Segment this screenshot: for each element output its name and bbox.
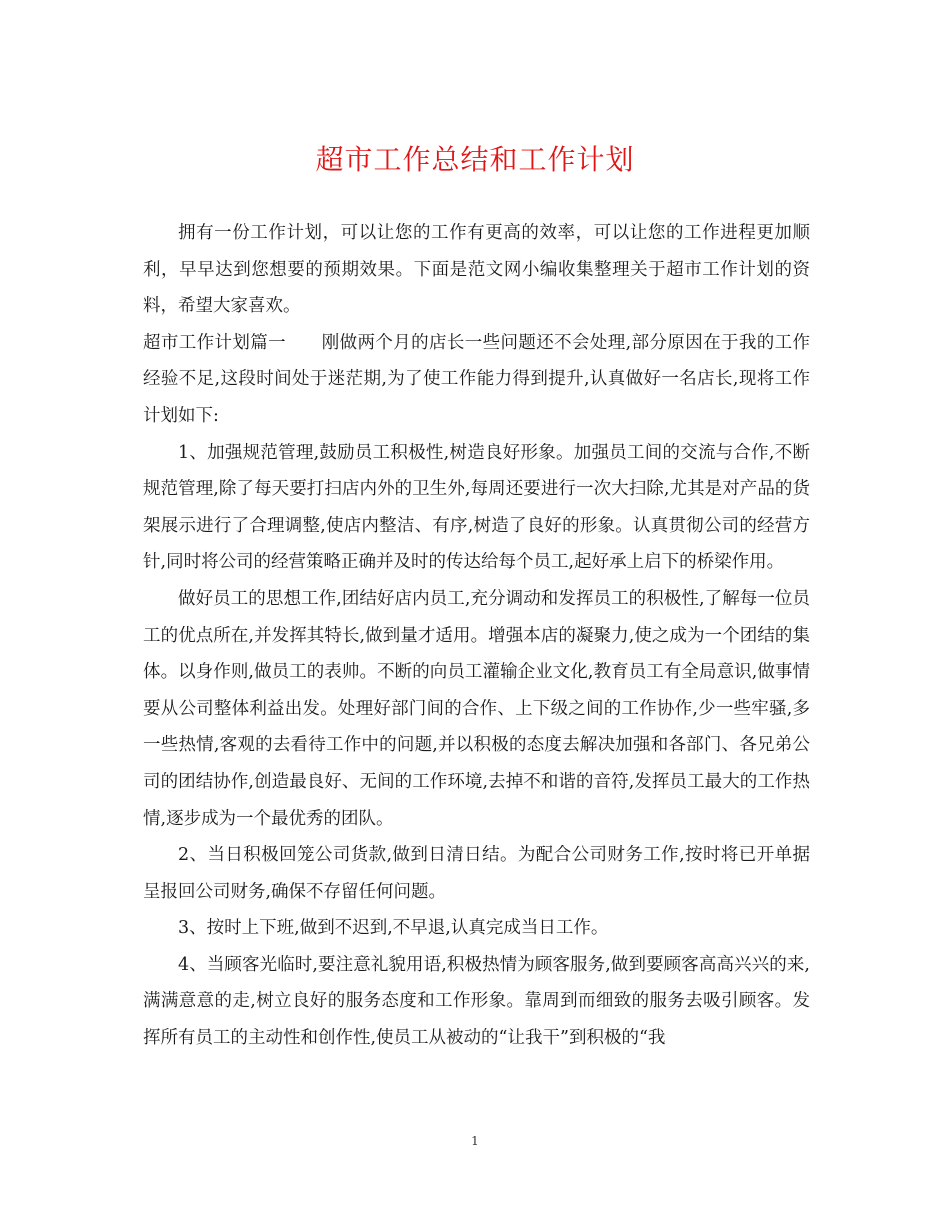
staff-work-paragraph: 做好员工的思想工作,团结好店内员工,充分调动和发挥员工的积极性,了解每一位员工的优点所在,并发挥其特长,做到量才适用。增强本店的凝聚力,使之成为一个团结的集体。以身作则,做员工的表帅。不断的向员工灌输企业文化,教育员工有全局意识,做事情要从公司整体利益出发。处理好部门间的合作、上下级之间的工作协作,少一些牢骚,多一些热情,客观的去看待工作中的问题,并以积极的态度去解决加强和各部门、各兄弟公司的团结协作,创造最良好、无间的工作环境,去掉不和谐的音符,发挥员工最大的工作热情,逐步成为一个最优秀的团队。 (143, 588, 810, 829)
section-heading-paragraph: 超市工作计划篇一 刚做两个月的店长一些问题还不会处理,部分原因在于我的工作经验不足,这段时间处于迷茫期,为了使工作能力得到提升,认真做好一名店长,现将工作计划如下: (143, 332, 810, 426)
item-2-paragraph: 2、当日积极回笼公司货款,做到日清日结。为配合公司财务工作,按时将已开单据呈报回公司财务,确保不存留任何问题。 (143, 845, 810, 902)
document-body (143, 215, 810, 1057)
item-4-paragraph: 4、当顾客光临时,要注意礼貌用语,积极热情为顾客服务,做到要顾客高高兴兴的来,满满意意的走,树立良好的服务态度和工作形象。靠周到而细致的服务去吸引顾客。发挥所有员工的主动性和创作性,使员工从被动的“让我干”到积极的“我 (143, 954, 810, 1049)
item-1-paragraph: 1、加强规范管理,鼓励员工积极性,树造良好形象。加强员工间的交流与合作,不断规范管理,除了每天要打扫店内外的卫生外,每周还要进行一次大扫除,尤其是对产品的货架展示进行了合理调整,使店内整洁、有序,树造了良好的形象。认真贯彻公司的经营方针,同时将公司的经营策略正确并及时的传达给每个员工,起好承上启下的桥梁作用。 (143, 442, 810, 573)
item-3-paragraph: 3、按时上下班,做到不迟到,不早退,认真完成当日工作。 (178, 918, 609, 939)
page-number: 1 (471, 1134, 479, 1148)
document-title: 超市工作总结和工作计划 (315, 143, 635, 176)
intro-paragraph: 拥有一份工作计划，可以让您的工作有更高的效率，可以让您的工作进程更加顺利，早早达到您想要的预期效果。下面是范文网小编收集整理关于超市工作计划的资料，希望大家喜欢。 (143, 223, 810, 317)
